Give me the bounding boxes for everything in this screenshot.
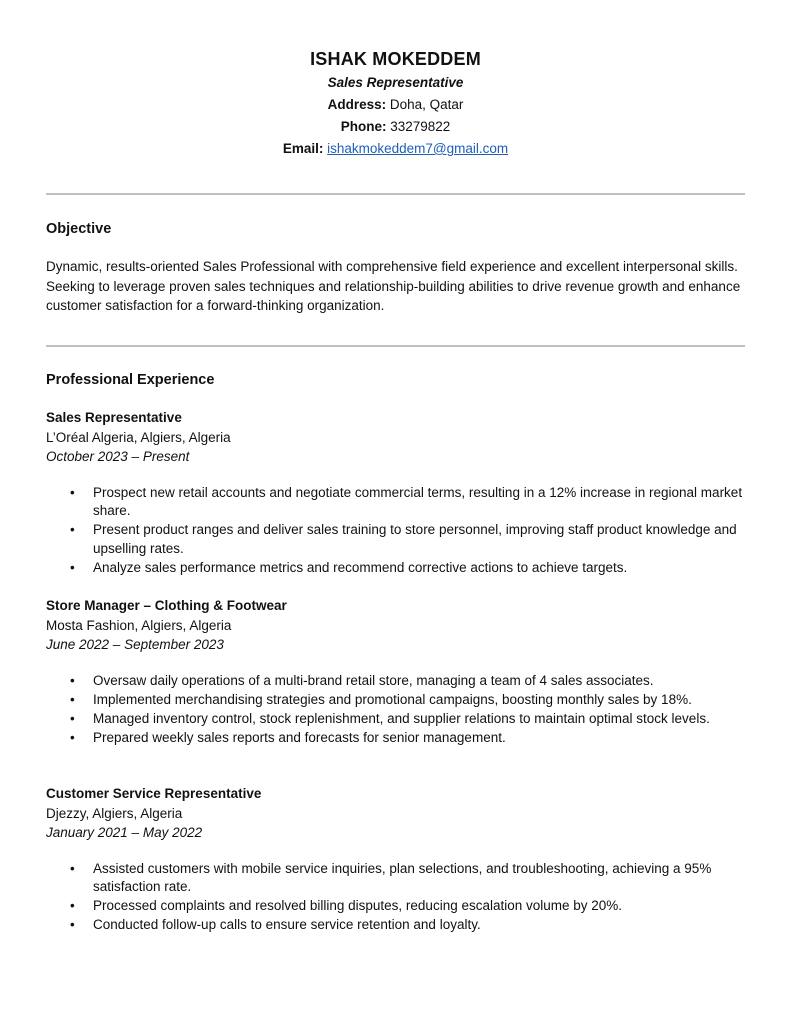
divider-objective [46,345,745,347]
bullet-dot-icon: • [70,672,75,688]
experience-heading: Professional Experience [46,372,215,388]
bullet-text: Processed complaints and resolved billing disputes, reducing escalation volume by 20%. [93,898,623,913]
bullet-dot-icon: • [70,691,75,707]
bullet-text: Implemented merchandising strategies and promotional campaigns, boosting monthly sales by 18%. [93,691,692,707]
job-title: Customer Service Representative [46,786,262,801]
bullet-dot-icon: • [70,860,75,876]
bullet-dot-icon: • [70,898,75,913]
phone-line [0,116,791,138]
job-company: Djezzy, Algiers, Algeria [46,805,183,821]
candidate-name: ISHAK MOKEDDEM [310,49,481,69]
list-item [46,729,746,748]
bullet-text: Conducted follow-up calls to ensure service retention and loyalty. [93,917,481,932]
list-item [46,897,746,916]
list-item [46,559,746,578]
bullet-dot-icon: • [70,710,75,726]
bullet-text: Prepared weekly sales reports and forecasts for senior management. [93,729,506,745]
job-company: L’Oréal Algeria, Algiers, Algeria [46,429,231,445]
bullet-dot-icon: • [70,559,75,575]
bullet-dot-icon: • [70,729,75,745]
job-title: Store Manager – Clothing & Footwear [46,598,287,613]
job-company: Mosta Fashion, Algiers, Algeria [46,617,232,633]
job-bullets [46,860,746,935]
bullet-text: Oversaw daily operations of a multi-brand retail store, managing a team of 4 sales associates. [93,672,654,688]
list-item [46,672,746,691]
list-item [46,916,746,935]
address-label: Address: [327,97,387,112]
bullet-dot-icon: • [70,917,75,932]
bullet-text: Managed inventory control, stock replenishment, and supplier relations to maintain optimal stock levels. [93,710,710,726]
bullet-text: Prospect new retail accounts and negotiate commercial terms, resulting in a 12% increase in regional market share. [93,484,743,518]
address-line [0,94,791,116]
job-title: Sales Representative [46,410,182,425]
bullet-text: Analyze sales performance metrics and recommend corrective actions to achieve targets. [93,559,628,575]
candidate-title: Sales Representative [327,75,464,90]
bullet-text: Assisted customers with mobile service inquiries, plan selections, and troubleshooting, achieving a 95% satisfaction rate. [93,860,712,894]
list-item [46,691,746,710]
divider-top [46,193,745,195]
job-dates: October 2023 – Present [46,449,190,464]
resume-header [0,46,791,160]
address-value: Doha, Qatar [389,97,464,112]
email-label: Email: [282,141,324,156]
list-item [46,521,746,558]
job-entry [46,408,746,578]
email-line [0,138,791,160]
job-dates: January 2021 – May 2022 [46,825,203,840]
job-entry [46,596,746,748]
phone-label: Phone: [340,119,387,134]
bullet-text: Present product ranges and deliver sales training to store personnel, improving staff product knowledge and upselling rates. [93,522,737,556]
email-link[interactable]: ishakmokeddem7@gmail.com [327,141,509,156]
list-item [46,710,746,729]
bullet-dot-icon: • [70,522,75,537]
objective-text: Dynamic, results-oriented Sales Professional with comprehensive field experience and excellent interpersonal skills. Seeking to leverage proven sales techniques and relationship-building abilities to drive revenue growth and enhance customer satisfaction for a forward-thinking organization. [46,259,741,313]
list-item [46,484,746,521]
objective-heading: Objective [46,221,112,237]
job-bullets [46,484,746,578]
job-bullets [46,672,746,748]
list-item [46,860,746,897]
job-dates: June 2022 – September 2023 [46,637,224,652]
phone-value: 33279822 [390,119,451,134]
bullet-dot-icon: • [70,484,75,500]
job-entry [46,784,746,935]
